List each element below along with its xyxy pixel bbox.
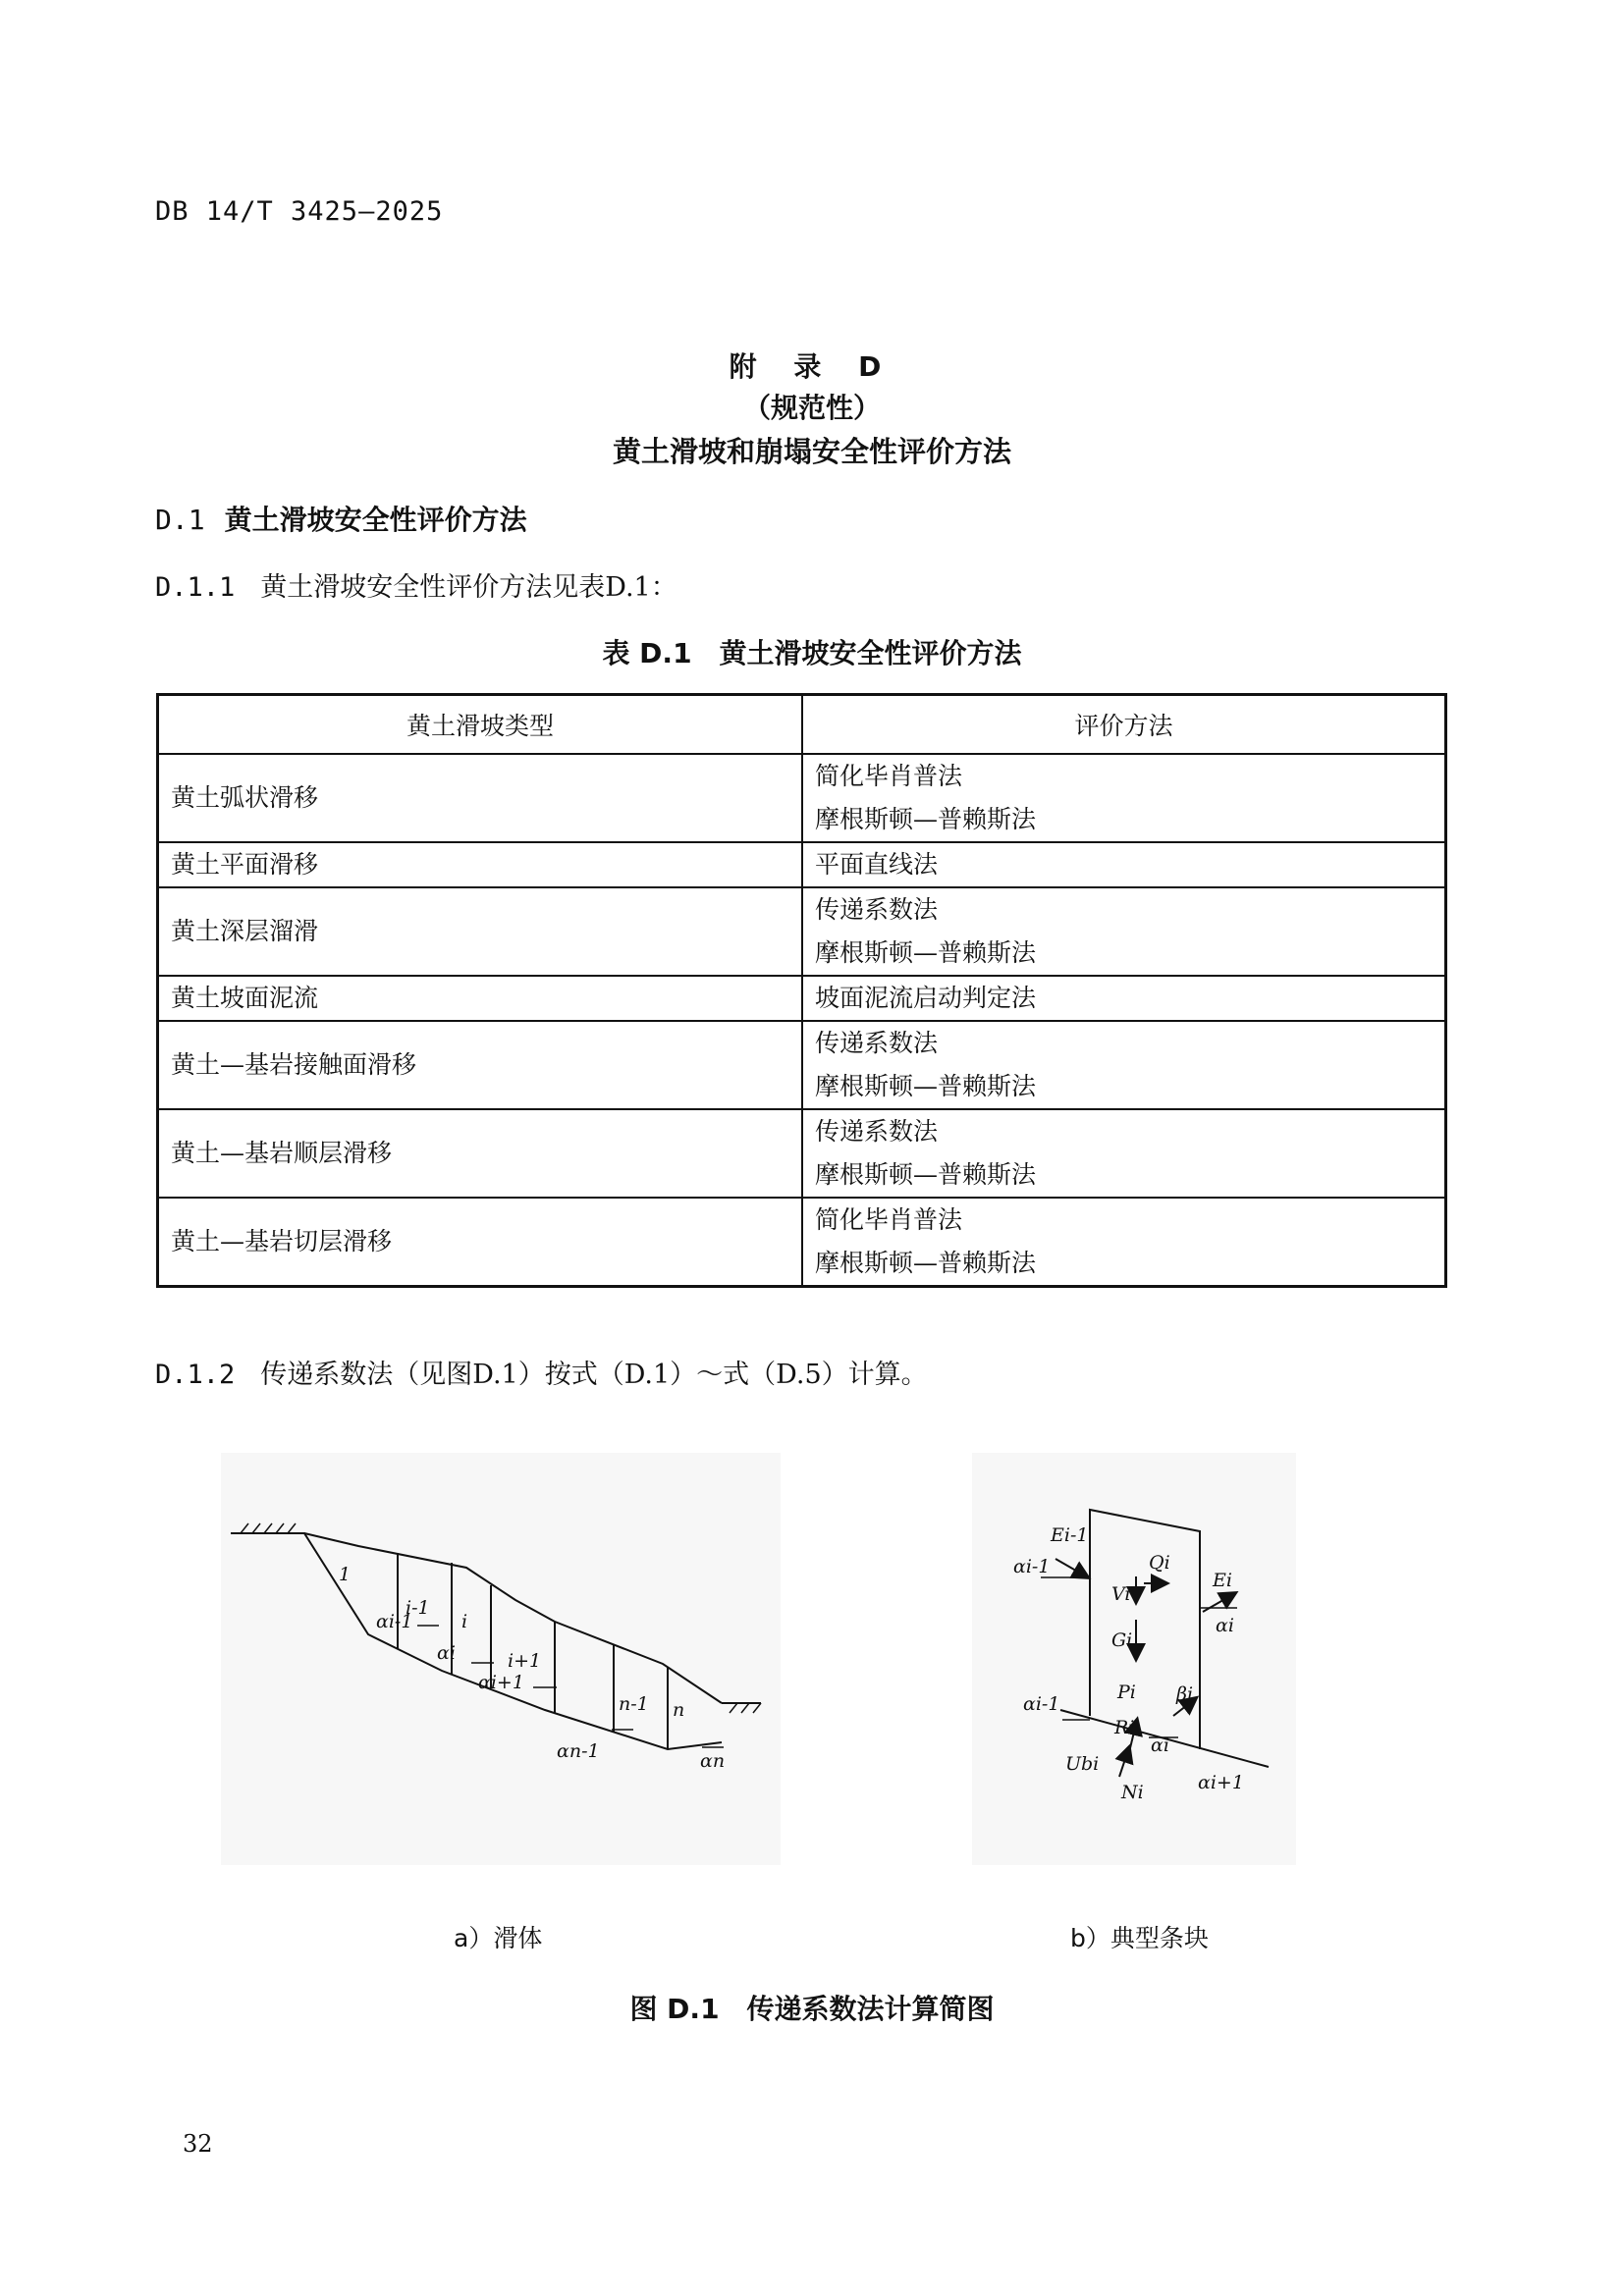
appendix-name: 黄土滑坡和崩塌安全性评价方法: [612, 435, 1011, 468]
clause-text: 黄土滑坡安全性评价方法见表D.1：: [260, 572, 677, 603]
method-line: 简化毕肖普法: [815, 762, 963, 790]
section-heading: [155, 499, 527, 538]
method-line: 摩根斯顿—普赖斯法: [815, 938, 1037, 967]
typical-slice-diagram: [972, 1453, 1296, 1865]
method-cell: [802, 1198, 1446, 1287]
clause-number: D.1.2: [155, 1360, 236, 1390]
force-label: Gi: [1111, 1629, 1133, 1651]
appendix-title: 附 录 D: [729, 350, 895, 383]
sliding-body-diagram: [221, 1453, 781, 1865]
method-cell: [802, 1109, 1446, 1198]
clause-d-1-1: [155, 565, 677, 604]
landslide-type-cell: 黄土弧状滑移: [158, 754, 803, 842]
method-line: 传递系数法: [815, 895, 939, 924]
landslide-type-cell: 黄土—基岩切层滑移: [158, 1198, 803, 1287]
force-label: Ri: [1114, 1717, 1135, 1738]
landslide-type-cell: 黄土—基岩接触面滑移: [158, 1021, 803, 1109]
force-label: Pi: [1117, 1682, 1136, 1703]
method-cell: [802, 1021, 1446, 1109]
clause-number: D.1.1: [155, 572, 236, 603]
page-number: 32: [183, 2130, 213, 2158]
header-evaluation-method: 评价方法: [802, 695, 1446, 755]
angle-label: αi+1: [478, 1672, 524, 1693]
landslide-type-cell: 黄土坡面泥流: [158, 976, 803, 1021]
table-row: [158, 887, 1446, 976]
slice-label: i: [461, 1611, 468, 1632]
force-label: Vi: [1111, 1583, 1131, 1605]
table-caption: 表 D.1 黄土滑坡安全性评价方法: [602, 637, 1022, 669]
angle-label: αn-1: [557, 1740, 600, 1762]
force-label: Qi: [1149, 1552, 1170, 1574]
method-line: 坡面泥流启动判定法: [815, 984, 1037, 1012]
method-line: 传递系数法: [815, 1029, 939, 1057]
table-row: [158, 1109, 1446, 1198]
table-row: [158, 1198, 1446, 1287]
method-cell: [802, 887, 1446, 976]
figure-a-caption: a）滑体: [454, 1924, 543, 1952]
force-label: Ni: [1121, 1782, 1144, 1803]
angle-label: αi-1: [1013, 1556, 1051, 1577]
appendix-note: （规范性）: [742, 392, 881, 424]
clause-text: 传递系数法（见图D.1）按式（D.1）～式（D.5）计算。: [260, 1360, 928, 1390]
section-title: 黄土滑坡安全性评价方法: [224, 504, 527, 536]
document-code: DB 14/T 3425—2025: [155, 196, 444, 227]
angle-label: αi-1: [1023, 1693, 1060, 1715]
force-label: Ubi: [1065, 1753, 1100, 1775]
slice-label: 1: [339, 1564, 352, 1585]
table-row: [158, 842, 1446, 887]
table-row: [158, 976, 1446, 1021]
angle-label: αi: [437, 1642, 456, 1664]
method-line: 平面直线法: [815, 850, 939, 879]
figure-background: [972, 1453, 1296, 1865]
force-label: Ei-1: [1051, 1524, 1089, 1546]
table-row: [158, 754, 1446, 842]
figure-b-caption: b）典型条块: [1070, 1924, 1209, 1952]
method-line: 摩根斯顿—普赖斯法: [815, 1072, 1037, 1100]
slice-label: i-1: [406, 1597, 430, 1619]
method-cell: [802, 842, 1446, 887]
angle-label: αi-1: [376, 1611, 413, 1632]
table-header-row: [158, 695, 1446, 755]
method-line: 摩根斯顿—普赖斯法: [815, 805, 1037, 833]
clause-d-1-2: [155, 1353, 928, 1391]
method-cell: [802, 754, 1446, 842]
method-line: 简化毕肖普法: [815, 1205, 963, 1234]
angle-label: αi: [1216, 1615, 1234, 1636]
force-label: Ei: [1213, 1570, 1232, 1591]
slice-label: n: [673, 1699, 685, 1721]
method-line: 传递系数法: [815, 1117, 939, 1146]
method-cell: [802, 976, 1446, 1021]
angle-label: βi: [1176, 1683, 1194, 1705]
landslide-type-cell: 黄土平面滑移: [158, 842, 803, 887]
landslide-type-cell: 黄土深层溜滑: [158, 887, 803, 976]
table-row: [158, 1021, 1446, 1109]
header-landslide-type: 黄土滑坡类型: [158, 695, 803, 755]
landslide-type-cell: 黄土—基岩顺层滑移: [158, 1109, 803, 1198]
method-line: 摩根斯顿—普赖斯法: [815, 1160, 1037, 1189]
angle-label: αi: [1151, 1735, 1169, 1756]
slice-label: i+1: [508, 1650, 542, 1672]
section-number: D.1: [155, 504, 205, 536]
angle-label: αn: [700, 1750, 726, 1772]
angle-label: αi+1: [1198, 1772, 1244, 1793]
method-line: 摩根斯顿—普赖斯法: [815, 1249, 1037, 1277]
figure-background: [221, 1453, 781, 1865]
slice-label: n-1: [619, 1693, 649, 1715]
evaluation-method-table: [156, 693, 1447, 1288]
figure-caption: 图 D.1 传递系数法计算简图: [629, 1993, 995, 2025]
